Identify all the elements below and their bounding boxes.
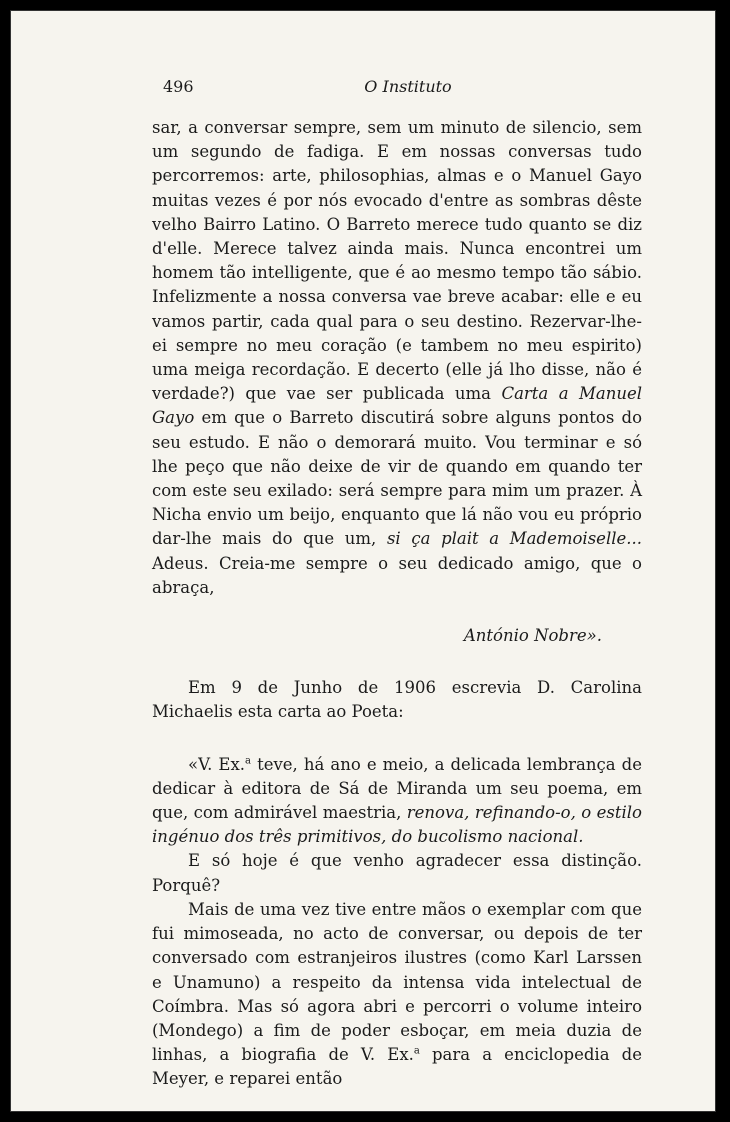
italic-phrase: si ça plait a Mademoiselle... <box>386 529 642 549</box>
signature: António Nobre». <box>463 626 602 646</box>
italic-quote: renova, refinando-o, o estilo ingénuo dos três primitivos, do bucolismo nacional. <box>152 803 642 847</box>
text-run: «V. Ex. <box>188 754 246 774</box>
paragraph-body <box>152 898 642 1092</box>
running-title: O Instituto <box>364 77 452 96</box>
paragraph-quote-start <box>152 753 642 850</box>
paragraph-thanks: E só hoje é que venho agradecer essa distinção. Porquê? <box>152 851 642 895</box>
text-run: em que o Barreto discutirá sobre alguns pontos do seu estudo. E não o demorará muito. Vou terminar e só lhe peço que não deixe de vir de quando em quando ter com este seu exilado: será sempre para mim um prazer. À Nicha envio um beijo, enquanto que lá não vou eu próprio dar-lhe mais do que um, <box>152 408 643 549</box>
text-run: Adeus. Creia-me sempre o seu dedicado amigo, que o abraça, <box>152 553 642 597</box>
paragraph-letter-end <box>152 116 642 600</box>
text-run: sar, a conversar sempre, sem um minuto de silencio, sem um segundo de fadiga. E em nossas conversas tudo percorremos: arte, philosophias, almas e o Manuel Gayo muitas vezes é por nós evocado d'entre as sombras dêste velho Bairro Latino. O Barreto merece tudo quanto se diz d'elle. Merece talvez ainda mais. Nunca encontrei um homem tão intelligente, que é ao mesmo tempo tão sábio. Infelizmente a nossa conversa vae breve acabar: elle e eu vamos partir, cada qual para o seu destino. Rezervar-lhe-ei sempre no meu coração (e tambem no meu espirito) uma meiga recordação. E decerto (elle já lho disse, não é verdade?) que vae ser publicada uma <box>152 118 642 404</box>
superscript: a <box>413 1045 420 1057</box>
page-body <box>152 116 642 1092</box>
text-run: teve, há ano e meio, a delicada lembrança de dedicar à editora de Sá de Miranda um seu poema, em que, com admirável maestria, <box>152 754 642 823</box>
text-run: Mais de uma vez tive entre mãos o exemplar com que fui mimoseada, no acto de conversar, ou depois de ter conversado com estranjeiros ilustres (como Karl Larssen e Unamuno) a respeito da intensa vida intelectual de Coímbra. Mas só agora abri e percorri o volume inteiro (Mondego) a fim de poder esboçar, em meia duzia de linhas, a biografia de V. Ex. <box>152 899 642 1065</box>
superscript: a <box>245 755 251 767</box>
page-number: 496 <box>163 77 194 96</box>
paragraph-intro: Em 9 de Junho de 1906 escrevia D. Carolina Michaelis esta carta ao Poeta: <box>152 678 642 722</box>
text-run: para a enciclopedia de Meyer, e reparei então <box>152 1045 642 1089</box>
italic-title: Carta a Manuel Gayo <box>152 384 642 428</box>
page-header <box>163 77 653 101</box>
